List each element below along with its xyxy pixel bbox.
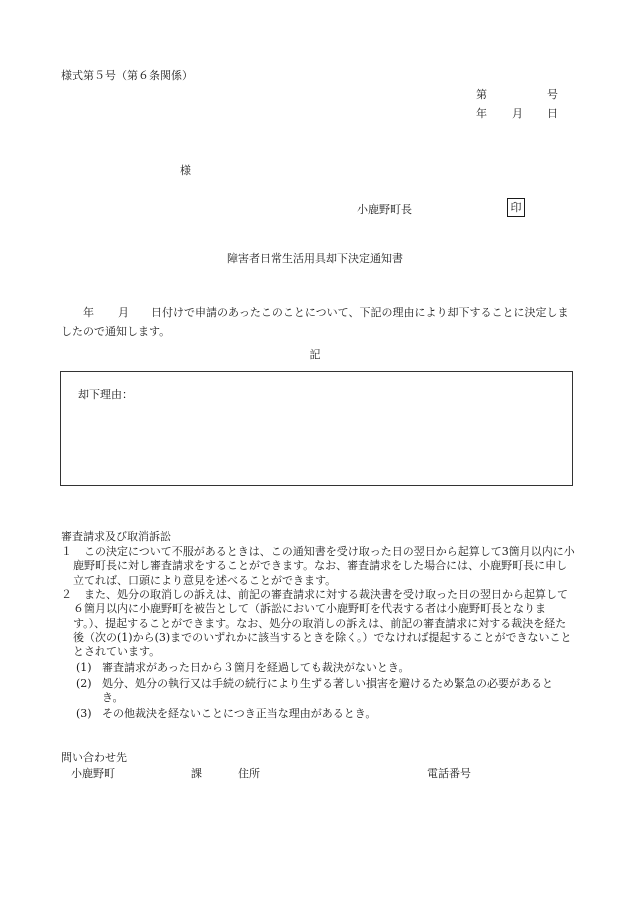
appeal-sub-item: [76, 707, 571, 721]
body-month-label: 月: [118, 306, 129, 319]
contact-section-label: 課: [191, 767, 202, 780]
date-year-label: 年: [476, 107, 487, 120]
body-paragraph: [61, 303, 576, 341]
date-day-label: 日: [547, 107, 558, 120]
appeal-item-number: ２: [61, 588, 72, 601]
contact-town: 小鹿野町: [71, 767, 115, 780]
addressee-suffix: 様: [180, 164, 191, 177]
body-year-label: 年: [83, 306, 94, 319]
document-title: 障害者日常生活用具却下決定通知書: [227, 252, 403, 265]
appeal-sub-item-number: (2): [76, 677, 92, 690]
contact-phone-label: 電話番号: [427, 767, 471, 780]
body-text: 日付けで申請のあったこのことについて、下記の理由により却下することに決定しましたので通知します。: [61, 306, 569, 338]
appeal-item-text: また、処分の取消しの訴えは、前記の審査請求に対する裁決書を受け取った日の翌日から起算して６箇月以内に小鹿野町を被告として（訴訟において小鹿野町を代表する者は小鹿野町長となります。）、提起することができます。なお、処分の取消しの訴えは、前記の審査請求に対する裁決を経た後（次の(1)から(3)までのいずれかに該当するときを除く。）でなければ提起することができないこととされています。: [73, 588, 572, 659]
appeal-sub-item-text: 審査請求があった日から３箇月を経過しても裁決がないとき。: [102, 661, 410, 674]
date-month-label: 月: [512, 107, 523, 120]
appeal-sub-item: [76, 661, 571, 675]
issuer-title: 小鹿野町長: [357, 203, 412, 216]
seal-stamp: 印: [507, 198, 525, 217]
contact-address-label: 住所: [238, 767, 260, 780]
appeal-sub-item-text: その他裁決を経ないことにつき正当な理由があるとき。: [102, 707, 377, 720]
appeal-item: [61, 545, 576, 588]
appeal-sub-item: [76, 677, 571, 706]
document-number-suffix: 号: [547, 88, 558, 101]
appeal-sub-item-number: (3): [76, 707, 92, 720]
reason-label: 却下理由：: [78, 388, 133, 401]
appeal-item-number: １: [61, 545, 72, 558]
appeal-item: [61, 588, 576, 659]
document-number-label: 第: [476, 88, 487, 101]
contact-heading: 問い合わせ先: [61, 751, 127, 764]
reason-box: [60, 371, 573, 486]
appeal-sub-item-number: (1): [76, 661, 92, 674]
ki-heading: 記: [309, 348, 321, 361]
appeal-heading: 審査請求及び取消訴訟: [61, 530, 171, 543]
appeal-sub-item-text: 処分、処分の執行又は手続の続行により生ずる著しい損害を避けるため緊急の必要があるとき。: [102, 677, 553, 705]
appeal-item-text: この決定について不服があるときは、この通知書を受け取った日の翌日から起算して3箇月以内に小鹿野町長に対し審査請求をすることができます。なお、審査請求をした場合には、小鹿野町長に申し立てれば、口頭により意見を述べることができます。: [73, 545, 575, 587]
form-number: 様式第５号（第６条関係）: [61, 69, 193, 82]
